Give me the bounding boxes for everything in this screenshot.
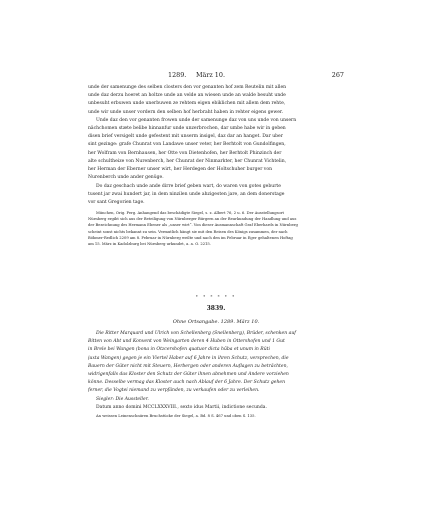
text-line: unde der samenunge des selben closters den vor genanten hof zem Reutelin mit allen [88,85,287,90]
text-line: Do daz geschach unde ande dirre brief geben wart, do waren von gotes geburte [96,184,281,189]
note-line: An weissen Leinenschnüren Bruchstücke der Siegel, a. Bd. 8 S. 467 und oben S. 135. [96,414,256,418]
document-dateline: Ohne Ortsangabe. 1289. März 10. [172,319,260,325]
text-line: Die Ritter Marquard und Ulrich von Schellenberg (Snellenberg), Brüder, schenken auf [96,331,296,336]
section-separator: * * * * * * [195,294,237,299]
note-line: München, Orig. Perg. Anhangend das beschädigte Siegel, s. z. Albert 76, 2 u. 6. Der Ausstellungsort [96,211,285,215]
header-date: März 10. [196,71,225,79]
text-line: her Wolfram von Bernhausen, her Otte von Dietenhofen, her Berhtolt Phinzinch der [88,150,282,156]
text-line: unde daz derzu hoeret an holtze unde an velde an wiesen unde an walde besuht unde [88,93,286,99]
text-line: juxta Wangen) gegen je ein Viertel Haber auf 6 Jahre in ihren Schutz, versprechen, die [88,355,289,361]
text-line: unde wir unde unser vordern den selben hof herbraht haben in rehter eigens gewer. [88,109,284,115]
page-header [88,70,344,80]
text-line: disen brief versigelt unde gefestent mit unserm insigel, daz dar an hanget. Dar uber [88,134,283,140]
body-paragraph-2 [88,183,344,208]
editorial-note [88,210,344,247]
text-line: ferner, die Vogtei niemand zu verpfänden, zu verkaufen oder zu verleihen. [88,388,260,394]
text-line: Bauern der Güter nicht mit Steuern, Herbergen oder anderen Auflagen zu beträchten, [88,363,288,369]
text-line: Unde daz den vor genanten frowen unde der samenunge daz von uns unde von unsern [96,117,297,123]
note-line: der Bezeichnung des Hermann Ebener als „unser wirt“. Von dieser Ausmannschaft Graf Eberhards in Nürnberg [88,223,298,228]
text-line: alte schultheize von Nurenberch, her Chunrat der Ninmarkter, her Chunrat Vichtelin, [88,158,287,164]
header-year: 1289. [168,71,187,79]
text-line: tusent jar zwai hundert jar, in dem ninzilen unde ahzigesten jare, an dem donerstage [88,192,285,198]
text-line: vor sant Gregorien tage. [88,200,145,206]
text-line: in Brele bei Wangen (bona in Otzcershofen quatuor dicta hūba et unum in Rüti [88,347,270,353]
note-line: Böhmer-Redlich 2209 am 8. Februar in Nürnberg weilte und nach den im Februar in Eger gehaltenen Hoftag [88,235,293,240]
text-line: Datum anno domini MCCLXXXVIII., sexto idus Martii, indictione secunda. [96,405,267,411]
text-line: sint gezinge: grafe Chunrat von Landawe unser veter, her Berhtolt von Gundolfingen, [88,142,286,148]
text-line: Nurenberch unde ander genüge. [88,175,164,181]
text-line: könne. Desselbe vermag das Kloster auch nach Ablauf der 6 Jahre. Der Schutz gehen [88,380,285,386]
note-line: Nürnberg ergibt sich aus der Beteiligung von Nürnberger Bürgern an der Beurkundung der Handlung und aus [88,217,297,222]
document-number: 3839. [206,305,226,312]
note-line: scheint sonst nichts bekannt zu sein. Vermutlich hängt sie mit den Reisen des Königs zusammen, der nach [88,229,288,234]
seal-statement [88,396,344,412]
text-line: nächchomen stæte belibe hinnanfur unde unzerbrochen, dar umbe habe wir in geben [88,125,286,131]
page-number: 267 [331,71,344,79]
regest-summary [88,330,344,396]
note-line: am 15. März in Kadolzburg bei Nürnberg urkundet, a. a. O. 2215. [88,241,211,246]
text-line: widrigenfalls das Kloster den Schutz der Güter ihnen abnehmen und Andere vorziehen [88,371,289,377]
text-line: Siegler: Die Aussteller. [96,397,149,402]
source-note [88,413,344,419]
text-line: her Herman der Eberner unser wirt, her Herdegen der Holtschuher burger von [88,166,273,172]
text-line: Bitten von Abt und Konvent von Weingarten deren 4 Huben in Ottershofen und 1 Gut [88,339,285,345]
body-paragraph-1 [88,84,344,182]
text-line: unbesuht erbuwen unde unerbuwen ze rehtem eigen ebiklichen mit allem dem rehte, [88,101,286,107]
